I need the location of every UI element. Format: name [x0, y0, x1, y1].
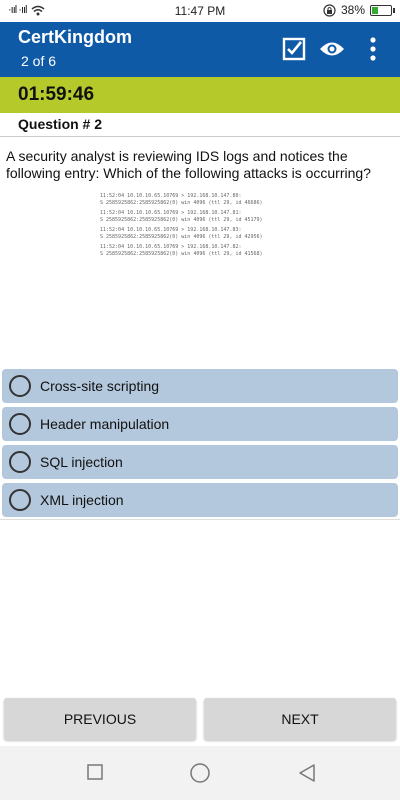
radio-button[interactable] [9, 413, 31, 435]
checkbox-icon[interactable] [281, 36, 307, 62]
home-circle-icon[interactable] [189, 762, 211, 784]
answer-option[interactable] [2, 407, 398, 441]
eye-icon[interactable] [319, 36, 345, 62]
system-nav-bar [0, 746, 400, 800]
more-vert-icon[interactable] [360, 36, 386, 62]
log-entry [100, 244, 310, 257]
option-label: Cross-site scripting [40, 378, 160, 394]
radio-button[interactable] [9, 451, 31, 473]
log-line: 11:52:04 10.10.10.65.10769 > 192.168.10.147.82: [100, 244, 242, 250]
radio-button[interactable] [9, 375, 31, 397]
log-line: 11:52:04 10.10.10.65.10769 > 192.168.10.147.83: [100, 227, 242, 233]
option-label: XML injection [40, 492, 124, 508]
lock-rotation-icon [323, 4, 336, 17]
app-bar [0, 22, 400, 77]
battery-percent: 38% [340, 3, 365, 17]
log-line: S 2585925862:2585925862(0) win 4096 (ttl 29, id 45179) [100, 216, 263, 223]
option-label: Header manipulation [40, 416, 170, 432]
question-header [0, 113, 400, 137]
status-bar [0, 0, 400, 22]
status-right [323, 3, 392, 17]
recents-square-icon[interactable] [86, 763, 104, 781]
signal-icon: ·ııl ·ııl [8, 4, 27, 16]
question-text: A security analyst is reviewing IDS logs and notices the following entry: Which of the following attacks is occurring? [6, 148, 371, 181]
answer-options [2, 369, 398, 521]
next-button[interactable]: NEXT [204, 698, 396, 740]
log-entry [100, 227, 310, 240]
status-time: 11:47 PM [174, 4, 226, 18]
previous-button[interactable]: PREVIOUS [4, 698, 196, 740]
answer-option[interactable] [2, 369, 398, 403]
log-entry [100, 193, 310, 206]
timer-bar [0, 77, 400, 113]
question-progress: 2 of 6 [21, 53, 57, 69]
log-line: 11:52:04 10.10.10.65.10769 > 192.168.10.147.80: [100, 193, 242, 199]
timer: 01:59:46 [18, 84, 95, 105]
battery-level [372, 7, 378, 14]
app-title: CertKingdom [18, 27, 132, 47]
log-line: S 2585925862:2585925862(0) win 4096 (ttl 29, id 42956) [100, 233, 263, 240]
log-entry [100, 210, 310, 223]
log-line: S 2585925862:2585925862(0) win 4096 (ttl 29, id 46686) [100, 199, 263, 206]
question-number: Question # 2 [18, 116, 103, 132]
ids-log-image [100, 193, 310, 283]
answer-option[interactable] [2, 445, 398, 479]
option-label: SQL injection [40, 454, 123, 470]
radio-button[interactable] [9, 489, 31, 511]
battery-icon [370, 5, 392, 16]
back-triangle-icon[interactable] [297, 763, 317, 783]
divider [0, 519, 400, 520]
answer-option[interactable] [2, 483, 398, 517]
log-line: 11:52:04 10.10.10.65.10769 > 192.168.10.147.81: [100, 210, 242, 216]
log-line: S 2585925862:2585925862(0) win 4096 (ttl 29, id 41568) [100, 250, 263, 257]
